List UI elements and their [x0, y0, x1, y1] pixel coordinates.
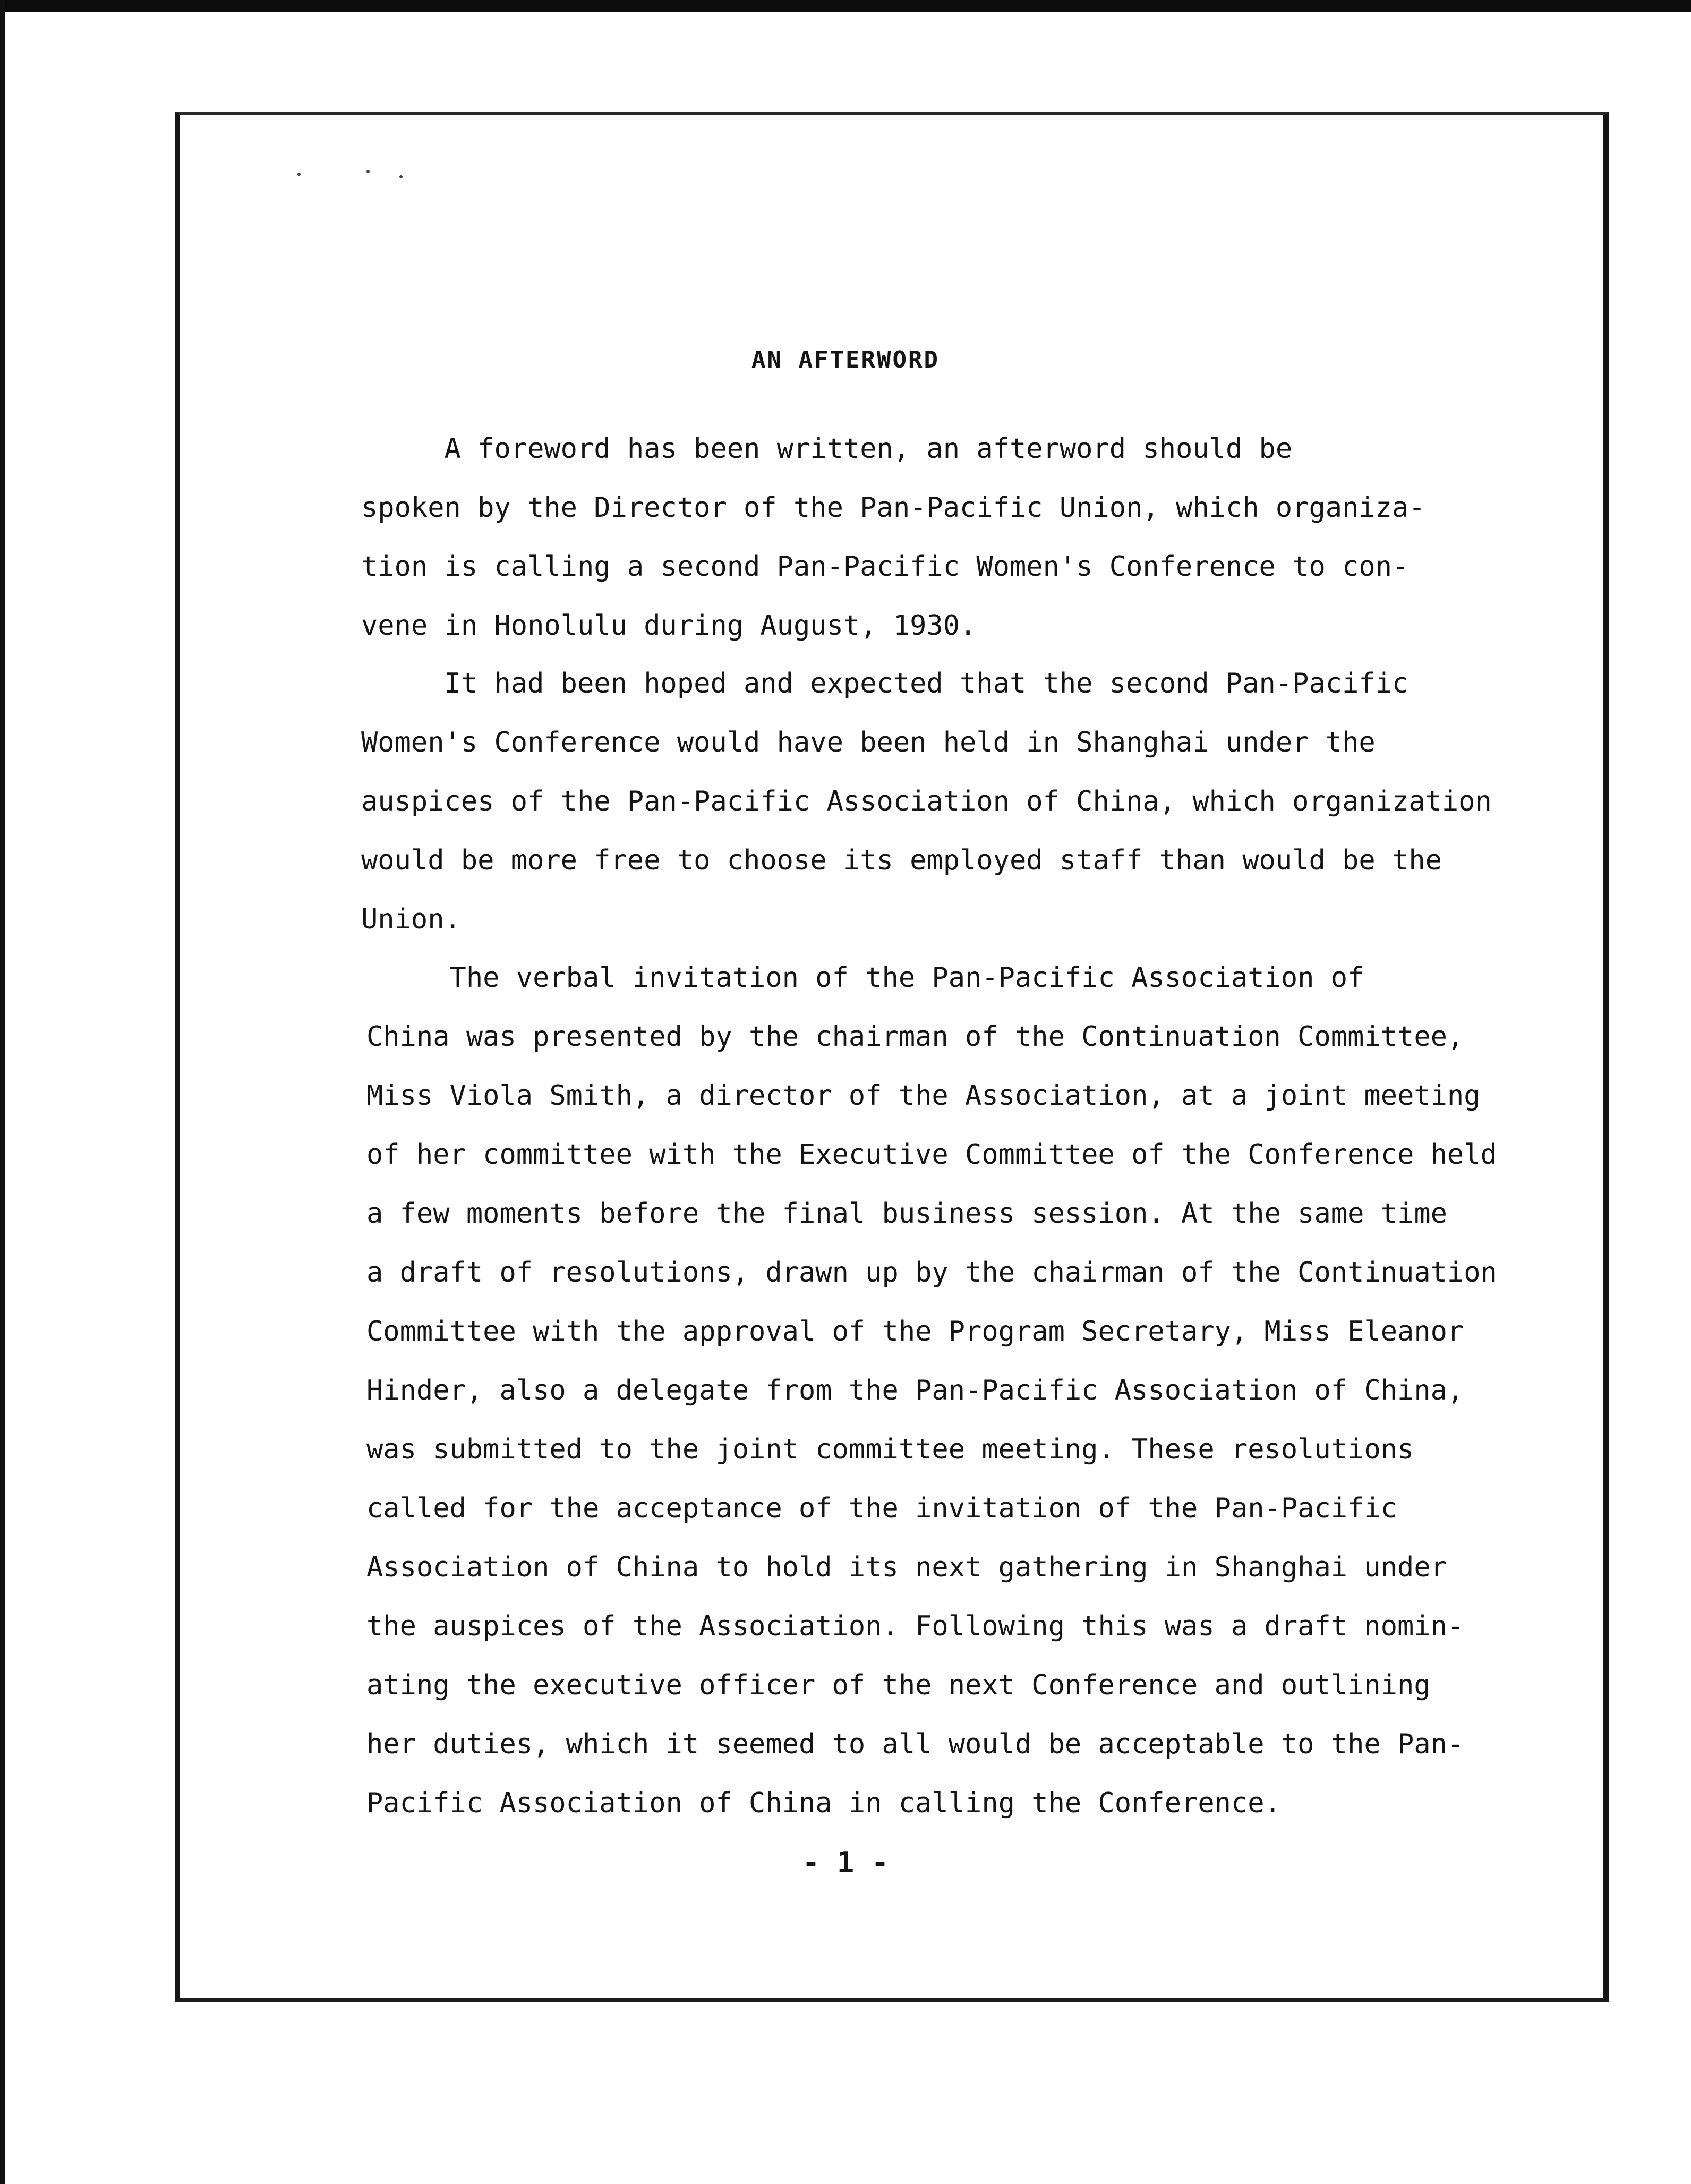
paragraph — [361, 654, 1492, 949]
text-line: Women's Conference would have been held in Shanghai under the — [361, 727, 1376, 758]
scan-top-edge — [0, 0, 1691, 12]
text-line: a draft of resolutions, drawn up by the chairman of the Continuation — [366, 1257, 1497, 1289]
text-line: Committee with the approval of the Program Secretary, Miss Eleanor — [366, 1316, 1464, 1347]
text-line: Miss Viola Smith, a director of the Association, at a joint meeting — [366, 1080, 1481, 1112]
text-line: Association of China to hold its next gathering in Shanghai under — [366, 1551, 1447, 1583]
text-line: tion is calling a second Pan-Pacific Women's Conference to con- — [361, 551, 1409, 583]
text-line: her duties, which it seemed to all would be acceptable to the Pan- — [366, 1728, 1464, 1760]
text-line: vene in Honolulu during August, 1930. — [361, 610, 977, 642]
text-line: a few moments before the final business session. At the same time — [366, 1198, 1447, 1230]
text-line: The verbal invitation of the Pan-Pacific Association of — [366, 962, 1364, 994]
text-line: A foreword has been written, an afterword should be — [361, 433, 1293, 465]
page-number: - 1 - — [802, 1846, 889, 1879]
paragraph — [361, 420, 1425, 655]
text-line: would be more free to choose its employed staff than would be the — [361, 844, 1442, 876]
text-line: auspices of the Pan-Pacific Association of China, which organization — [361, 786, 1492, 817]
scan-speck — [399, 175, 403, 178]
text-line: Hinder, also a delegate from the Pan-Pacific Association of China, — [366, 1375, 1464, 1406]
text-line: called for the acceptance of the invitation of the Pan-Pacific — [366, 1492, 1398, 1524]
text-line: the auspices of the Association. Following this was a draft nomin- — [366, 1610, 1464, 1642]
document-title: AN AFTERWORD — [751, 346, 940, 373]
scan-speck — [297, 173, 301, 176]
text-line: Union. — [361, 903, 461, 935]
scan-speck — [366, 170, 370, 173]
text-line: was submitted to the joint committee meeting. These resolutions — [366, 1434, 1414, 1465]
paragraph — [366, 949, 1497, 1833]
text-line: It had been hoped and expected that the second Pan-Pacific — [361, 668, 1409, 699]
text-line: of her committee with the Executive Committee of the Conference held — [366, 1139, 1497, 1171]
text-line: spoken by the Director of the Pan-Pacific Union, which organiza- — [361, 492, 1425, 524]
text-line: ating the executive officer of the next Conference and outlining — [366, 1669, 1431, 1701]
text-line: China was presented by the chairman of the Continuation Committee, — [366, 1021, 1464, 1053]
text-line: Pacific Association of China in calling the Conference. — [366, 1787, 1281, 1819]
